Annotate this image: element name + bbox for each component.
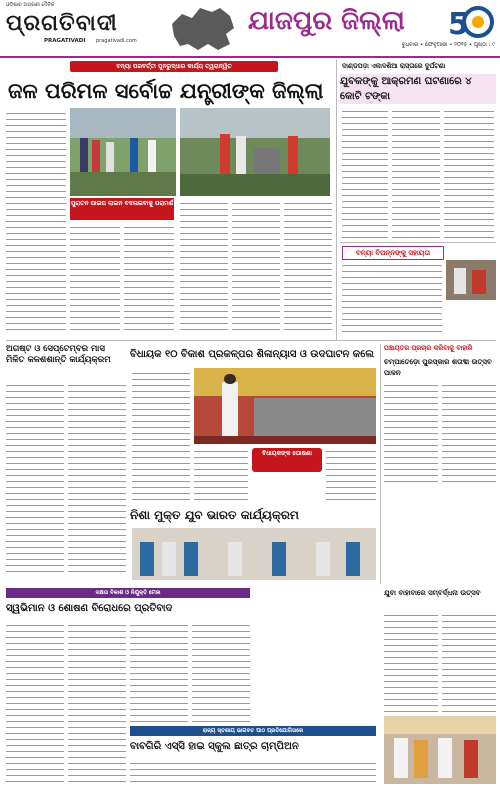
right-mid-headline: ଚମ୍ପାତେଡ଼ୋ ପୁରସ୍କାର ଶତାବ୍ଦୀ ଉତ୍ସବ ପାଳନ [384,357,492,377]
lead-callout: ପୁରାତନ ପାଇପ ଲାଇନ ବଦଳାଇବାକୁ ପରାମର୍ଶ [70,198,174,220]
right-top-sub: ବନ୍ୟା ବିପନ୍ନଙ୍କୁ ସହାୟତା [342,246,444,260]
lead-kicker: ବନ୍ୟା ପରବର୍ତ୍ତୀ ପୁନରୁଦ୍ଧାର କାର୍ଯ୍ୟ ତ୍ୱରାନ୍ୱିତ [70,61,278,72]
masthead-rule [0,56,500,58]
right-top-column-2 [392,108,440,238]
column-divider [336,60,337,340]
lead-column-2 [70,224,120,330]
district-map-icon [168,4,238,54]
drug-free-headline: ନିଶା ମୁକ୍ତ ଯୁବ ଭାରତ କାର୍ଯ୍ୟକ୍ରମ [130,508,299,522]
section-divider [6,340,496,341]
right-sub-column [342,262,442,332]
dateline: ବୁଧବାର • ଫେବୃଆରୀ • ୨୦୨୫ • ପୃଷ୍ଠା : ୯ [401,42,495,48]
bottom-text [130,760,376,784]
right-top-column-3 [444,108,494,238]
right-mid-column-2 [442,382,496,482]
website-url: pragativadi.com [96,38,137,44]
right-sub-photo [446,260,496,300]
right-low-column-1 [384,612,438,712]
right-mid-kicker: ପଞ୍ଚାୟତର ପ୍ରଚାର କରିବାକୁ ବାହାରି [384,344,473,352]
bottom-headline: ବାବଗିରି ଏସ୍‌ସି ହାଇ ସ୍କୁଲ ଛାତ୍ର ଚାମ୍ପିଅନ [130,741,299,752]
left-low-column-2 [68,622,126,782]
left-low-headline: ସ୍ୱଭିମାନ ଓ ଶୋଷଣ ବିରୋଧରେ ପ୍ରତିବାଦ [6,603,173,614]
logo-subtitle: PRAGATIVADI [44,38,86,44]
lead-column-3 [124,224,174,330]
left-low-column-1 [6,622,64,782]
center-mid-photo [194,368,376,444]
left-mid-column-2 [68,382,126,572]
svg-text:5: 5 [448,7,469,42]
right-top-column-1 [342,108,388,238]
center-mid-column-2 [194,448,248,500]
center-mid-column-1 [132,370,190,500]
left-mid-column-1 [6,382,64,572]
right-top-headline: ଯୁବକଙ୍କୁ ଆକ୍ରମଣ ଘଟଣାରେ ୪ କୋଟି ଟଙ୍କା [340,74,496,104]
center-mid-headline: ବିଧାୟକ ୧୦ ବିକାଶ ପ୍ରକଳ୍ପର ଶିଳାନ୍ୟାସ ଓ ଉଦଘାଟନ କଲେ [130,349,374,360]
left-low-column-4 [192,622,250,722]
center-mid-badge: ବିଧାୟକଙ୍କ ଘୋଷଣା [252,448,322,472]
center-mid-column-3 [326,448,376,500]
lead-headline: ଜଳ ପରିମଳ ସର୍ବୋଚ୍ଚ ଯନ୍ତ୍ରୀଙ୍କ ଜିଲ୍ଲା [8,78,324,103]
drug-free-photo [132,528,376,580]
lead-column-5 [232,200,280,330]
left-low-column-3 [130,622,188,722]
column-divider [380,344,381,584]
bottom-kicker: ରାଜ୍ୟ ସ୍ତରୀୟ ଭାଗବତ ପାଠ ପ୍ରତିଯୋଗିତାରେ [130,726,376,736]
lead-column-4 [180,200,228,330]
newspaper-logo: ପ୍ରଗତିବାଦୀ [6,10,118,36]
lead-photo-2 [180,108,330,196]
lead-photo-1 [70,108,176,196]
lead-column-6 [284,200,332,330]
left-low-kicker: ଦକ୍ଷତା ବିକାଶ ଓ ନିଯୁକ୍ତି ମେଳା [6,588,250,598]
masthead-tagline: ଓଡ଼ିଶାର ଅଗ୍ରଣୀ ଦୈନିକ [6,2,55,8]
section-divider [340,242,496,243]
masthead [0,0,500,58]
left-mid-headline: ଅଗଷ୍ଟ ଓ ସେପ୍ଟେମ୍ବର ମାସ ମିଳିତ କଳଶଶାନ୍ତି କାର୍ଯ୍ୟକ୍ରମ [6,344,111,365]
lead-column-1 [6,110,66,330]
anniversary-emblem-icon [444,2,496,42]
bottom-photo [384,716,496,784]
right-mid-column-1 [384,382,438,482]
right-top-kicker: ଦାଣ୍ଡପଡ଼ା ଏକାଦଶିଆ ରାସ୍ତାରେ ଦୁର୍ଘଟଣା [342,62,446,70]
right-low-headline: ଯୁବା ବାହାବାରେ ସମ୍ବର୍ଦ୍ଧନା ଉତ୍ସବ [384,588,481,597]
right-low-column-2 [442,612,496,712]
district-title: ଯାଜପୁର ଜିଲ୍ଲା [248,6,405,36]
